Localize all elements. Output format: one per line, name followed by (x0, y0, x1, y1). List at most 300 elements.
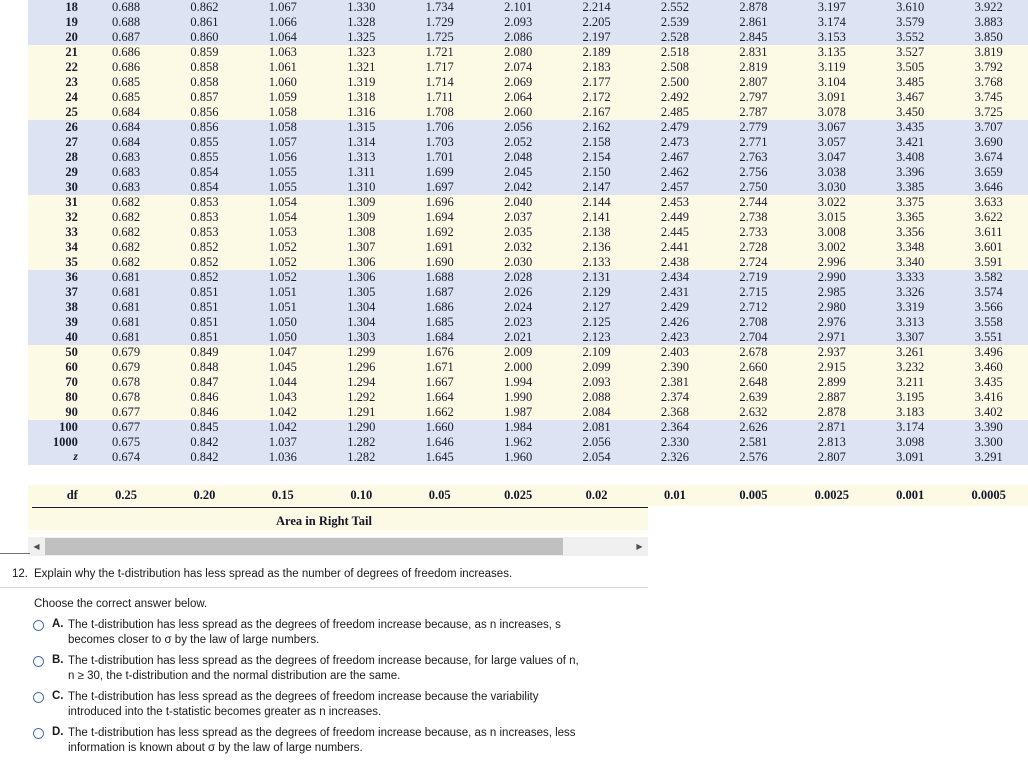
table-cell: 0.686 (87, 60, 165, 75)
table-cell: 0.681 (87, 285, 165, 300)
table-cell: 2.878 (793, 405, 871, 420)
table-row (28, 105, 1028, 120)
df-cell: 19 (28, 15, 87, 30)
scroll-right-button[interactable] (631, 537, 648, 556)
table-cell: 3.135 (793, 45, 871, 60)
table-cell: 1.701 (401, 150, 479, 165)
table-cell: 2.479 (636, 120, 714, 135)
table-cell: 1.292 (322, 390, 400, 405)
table-cell: 2.576 (714, 450, 792, 465)
table-row (28, 270, 1028, 285)
table-cell: 2.539 (636, 15, 714, 30)
alpha-header: 0.025 (479, 485, 557, 506)
table-cell: 3.450 (871, 105, 949, 120)
table-cell: 3.768 (949, 75, 1028, 90)
table-cell: 1.308 (322, 225, 400, 240)
table-cell: 1.984 (479, 420, 557, 435)
table-cell: 0.677 (87, 405, 165, 420)
table-cell: 2.390 (636, 360, 714, 375)
table-cell: 2.750 (714, 180, 792, 195)
table-cell: 0.684 (87, 105, 165, 120)
table-cell: 0.682 (87, 210, 165, 225)
df-cell: 18 (28, 0, 87, 15)
table-cell: 3.435 (871, 120, 949, 135)
table-cell: 3.022 (793, 195, 871, 210)
table-cell: 0.853 (165, 195, 243, 210)
choice-letter: D. (52, 726, 64, 738)
df-cell: 30 (28, 180, 87, 195)
table-cell: 1.313 (322, 150, 400, 165)
df-header: df (28, 485, 87, 506)
table-cell: 1.294 (322, 375, 400, 390)
table-cell: 0.847 (165, 375, 243, 390)
df-cell: 40 (28, 330, 87, 345)
table-cell: 2.084 (557, 405, 635, 420)
radio-button[interactable] (33, 656, 44, 667)
table-cell: 1.060 (244, 75, 322, 90)
table-cell: 1.052 (244, 240, 322, 255)
table-cell: 1.311 (322, 165, 400, 180)
table-row (28, 420, 1028, 435)
question-divider (0, 587, 648, 588)
table-cell: 0.842 (165, 450, 243, 465)
df-cell: 35 (28, 255, 87, 270)
table-row (28, 15, 1028, 30)
table-cell: 1.318 (322, 90, 400, 105)
table-row (28, 135, 1028, 150)
table-cell: 0.858 (165, 60, 243, 75)
table-cell: 2.109 (557, 345, 635, 360)
table-row (28, 45, 1028, 60)
table-cell: 3.416 (949, 390, 1028, 405)
table-header-row (28, 485, 1028, 506)
alpha-header: 0.0025 (793, 485, 871, 506)
choice-text: The t-distribution has less spread as the degrees of freedom increase because, as n increases, less information is known about σ by the law of large numbers. (68, 727, 576, 754)
table-cell: 1.711 (401, 90, 479, 105)
table-cell: 1.055 (244, 180, 322, 195)
table-cell: 1.296 (322, 360, 400, 375)
table-cell: 2.136 (557, 240, 635, 255)
table-cell: 0.681 (87, 330, 165, 345)
table-cell: 3.792 (949, 60, 1028, 75)
table-row (28, 195, 1028, 210)
table-cell: 2.779 (714, 120, 792, 135)
table-cell: 3.098 (871, 435, 949, 450)
table-cell: 3.348 (871, 240, 949, 255)
alpha-header: 0.001 (871, 485, 949, 506)
table-cell: 2.797 (714, 90, 792, 105)
df-cell: 70 (28, 375, 87, 390)
radio-button[interactable] (33, 620, 44, 631)
table-cell: 2.756 (714, 165, 792, 180)
table-row (28, 240, 1028, 255)
table-cell: 2.030 (479, 255, 557, 270)
table-cell: 1.306 (322, 255, 400, 270)
table-cell: 2.045 (479, 165, 557, 180)
table-cell: 2.552 (636, 0, 714, 15)
table-cell: 2.167 (557, 105, 635, 120)
table-cell: 1.692 (401, 225, 479, 240)
choose-answer-prompt: Choose the correct answer below. (34, 598, 208, 610)
table-cell: 2.441 (636, 240, 714, 255)
table-cell: 2.147 (557, 180, 635, 195)
table-row (28, 165, 1028, 180)
table-cell: 3.460 (949, 360, 1028, 375)
table-cell: 3.707 (949, 120, 1028, 135)
table-cell: 2.831 (714, 45, 792, 60)
table-cell: 2.144 (557, 195, 635, 210)
table-cell: 1.047 (244, 345, 322, 360)
table-cell: 3.745 (949, 90, 1028, 105)
table-row (28, 300, 1028, 315)
radio-button[interactable] (33, 728, 44, 739)
table-cell: 1.676 (401, 345, 479, 360)
table-cell: 2.032 (479, 240, 557, 255)
table-cell: 0.853 (165, 210, 243, 225)
table-cell: 2.158 (557, 135, 635, 150)
table-cell: 3.104 (793, 75, 871, 90)
table-row (28, 30, 1028, 45)
table-cell: 0.860 (165, 30, 243, 45)
table-cell: 2.026 (479, 285, 557, 300)
choice-letter: A. (52, 618, 64, 630)
df-cell: 1000 (28, 435, 87, 450)
alpha-header: 0.005 (714, 485, 792, 506)
table-cell: 2.492 (636, 90, 714, 105)
table-cell: 0.856 (165, 120, 243, 135)
table-cell: 2.438 (636, 255, 714, 270)
table-cell: 2.915 (793, 360, 871, 375)
table-cell: 2.744 (714, 195, 792, 210)
table-cell: 1.987 (479, 405, 557, 420)
table-cell: 2.172 (557, 90, 635, 105)
table-row (28, 360, 1028, 375)
alpha-header: 0.01 (636, 485, 714, 506)
df-cell: 38 (28, 300, 87, 315)
table-cell: 1.037 (244, 435, 322, 450)
table-cell: 2.374 (636, 390, 714, 405)
table-cell: 2.861 (714, 15, 792, 30)
table-cell: 0.855 (165, 135, 243, 150)
table-cell: 1.687 (401, 285, 479, 300)
table-cell: 0.854 (165, 165, 243, 180)
table-cell: 2.054 (557, 450, 635, 465)
table-cell: 1.304 (322, 300, 400, 315)
table-cell: 2.133 (557, 255, 635, 270)
answer-choice-c[interactable] (0, 690, 648, 719)
df-cell: 21 (28, 45, 87, 60)
table-cell: 1.290 (322, 420, 400, 435)
table-cell: 1.721 (401, 45, 479, 60)
table-cell: 0.852 (165, 240, 243, 255)
table-cell: 0.681 (87, 300, 165, 315)
table-cell: 0.852 (165, 270, 243, 285)
df-cell: 60 (28, 360, 87, 375)
table-cell: 0.683 (87, 180, 165, 195)
df-cell: 31 (28, 195, 87, 210)
table-cell: 2.021 (479, 330, 557, 345)
table-cell: 2.037 (479, 210, 557, 225)
df-cell: 28 (28, 150, 87, 165)
table-cell: 3.375 (871, 195, 949, 210)
table-cell: 3.340 (871, 255, 949, 270)
table-cell: 1.051 (244, 300, 322, 315)
table-cell: 2.197 (557, 30, 635, 45)
answer-choice-a[interactable] (0, 618, 648, 647)
table-row (28, 435, 1028, 450)
table-cell: 3.078 (793, 105, 871, 120)
table-cell: 0.679 (87, 345, 165, 360)
table-cell: 3.435 (949, 375, 1028, 390)
table-cell: 3.421 (871, 135, 949, 150)
table-cell: 2.403 (636, 345, 714, 360)
table-cell: 1.052 (244, 270, 322, 285)
table-cell: 2.426 (636, 315, 714, 330)
table-cell: 2.381 (636, 375, 714, 390)
table-cell: 0.855 (165, 150, 243, 165)
table-row (28, 405, 1028, 420)
table-cell: 3.174 (871, 420, 949, 435)
table-cell: 2.626 (714, 420, 792, 435)
table-cell: 0.851 (165, 330, 243, 345)
table-cell: 3.038 (793, 165, 871, 180)
table-cell: 0.859 (165, 45, 243, 60)
df-cell: 33 (28, 225, 87, 240)
table-cell: 0.679 (87, 360, 165, 375)
table-cell: 2.704 (714, 330, 792, 345)
table-cell: 2.787 (714, 105, 792, 120)
table-cell: 2.434 (636, 270, 714, 285)
table-row (28, 285, 1028, 300)
table-cell: 2.101 (479, 0, 557, 15)
table-cell: 2.462 (636, 165, 714, 180)
table-cell: 1.699 (401, 165, 479, 180)
table-cell: 2.205 (557, 15, 635, 30)
table-cell: 3.485 (871, 75, 949, 90)
table-cell: 2.326 (636, 450, 714, 465)
table-cell: 2.368 (636, 405, 714, 420)
table-cell: 2.330 (636, 435, 714, 450)
radio-button[interactable] (33, 692, 44, 703)
table-cell: 1.044 (244, 375, 322, 390)
table-cell: 3.015 (793, 210, 871, 225)
table-cell: 0.845 (165, 420, 243, 435)
table-header-rule (32, 507, 648, 508)
table-cell: 2.064 (479, 90, 557, 105)
table-cell: 1.660 (401, 420, 479, 435)
table-cell: 1.994 (479, 375, 557, 390)
table-cell: 3.922 (949, 0, 1028, 15)
answer-choice-d[interactable] (0, 726, 648, 755)
question-row (0, 568, 648, 580)
table-cell: 1.059 (244, 90, 322, 105)
table-cell: 3.396 (871, 165, 949, 180)
scroll-left-button[interactable] (28, 537, 45, 556)
table-cell: 2.708 (714, 315, 792, 330)
table-cell: 3.566 (949, 300, 1028, 315)
table-cell: 0.677 (87, 420, 165, 435)
table-cell: 2.819 (714, 60, 792, 75)
choice-letter: C. (52, 690, 64, 702)
table-cell: 0.858 (165, 75, 243, 90)
table-cell: 3.008 (793, 225, 871, 240)
table-cell: 1.054 (244, 210, 322, 225)
df-cell: 20 (28, 30, 87, 45)
table-cell: 3.591 (949, 255, 1028, 270)
table-cell: 3.505 (871, 60, 949, 75)
table-cell: 3.850 (949, 30, 1028, 45)
table-cell: 0.685 (87, 90, 165, 105)
table-cell: 2.024 (479, 300, 557, 315)
table-cell: 0.684 (87, 135, 165, 150)
table-cell: 3.558 (949, 315, 1028, 330)
table-cell: 2.183 (557, 60, 635, 75)
table-cell: 2.423 (636, 330, 714, 345)
table-cell: 1.990 (479, 390, 557, 405)
scrollbar-thumb[interactable] (45, 538, 563, 555)
table-row (28, 345, 1028, 360)
table-cell: 3.579 (871, 15, 949, 30)
table-cell: 0.682 (87, 240, 165, 255)
table-cell: 0.683 (87, 165, 165, 180)
table-cell: 3.365 (871, 210, 949, 225)
table-cell: 1.299 (322, 345, 400, 360)
table-cell: 1.703 (401, 135, 479, 150)
table-cell: 2.127 (557, 300, 635, 315)
table-cell: 3.030 (793, 180, 871, 195)
table-cell: 2.678 (714, 345, 792, 360)
alpha-header: 0.02 (557, 485, 635, 506)
table-cell: 2.813 (793, 435, 871, 450)
table-cell: 3.232 (871, 360, 949, 375)
table-cell: 2.099 (557, 360, 635, 375)
table-cell: 3.551 (949, 330, 1028, 345)
choice-letter: B. (52, 654, 64, 666)
table-cell: 0.846 (165, 405, 243, 420)
table-cell: 2.453 (636, 195, 714, 210)
table-cell: 0.851 (165, 300, 243, 315)
table-cell: 1.688 (401, 270, 479, 285)
table-cell: 1.714 (401, 75, 479, 90)
table-cell: 3.047 (793, 150, 871, 165)
table-cell: 0.688 (87, 15, 165, 30)
table-cell: 2.712 (714, 300, 792, 315)
table-cell: 0.678 (87, 375, 165, 390)
panel-left-underline (0, 553, 30, 554)
table-cell: 1.042 (244, 405, 322, 420)
triangle-right-icon: ▶ (636, 541, 643, 551)
table-cell: 2.648 (714, 375, 792, 390)
table-cell: 2.473 (636, 135, 714, 150)
df-cell: 29 (28, 165, 87, 180)
df-cell: 27 (28, 135, 87, 150)
table-cell: 3.819 (949, 45, 1028, 60)
table-cell: 3.313 (871, 315, 949, 330)
horizontal-scrollbar[interactable] (28, 537, 648, 556)
table-cell: 0.681 (87, 315, 165, 330)
alpha-header: 0.05 (401, 485, 479, 506)
answer-choice-b[interactable] (0, 654, 648, 683)
table-cell: 0.683 (87, 150, 165, 165)
table-cell: 3.690 (949, 135, 1028, 150)
table-cell: 2.763 (714, 150, 792, 165)
table-cell: 1.036 (244, 450, 322, 465)
table-cell: 1.697 (401, 180, 479, 195)
table-cell: 3.408 (871, 150, 949, 165)
table-row (28, 255, 1028, 270)
table-cell: 1.052 (244, 255, 322, 270)
table-cell: 2.431 (636, 285, 714, 300)
table-cell: 3.307 (871, 330, 949, 345)
t-table-header-row-table (28, 485, 1028, 506)
table-cell: 1.691 (401, 240, 479, 255)
df-cell: 90 (28, 405, 87, 420)
table-cell: 1.314 (322, 135, 400, 150)
table-cell: 1.694 (401, 210, 479, 225)
table-cell: 2.000 (479, 360, 557, 375)
table-cell: 1.063 (244, 45, 322, 60)
table-cell: 1.058 (244, 120, 322, 135)
table-cell: 1.685 (401, 315, 479, 330)
table-cell: 3.002 (793, 240, 871, 255)
table-cell: 1.282 (322, 450, 400, 465)
df-cell: 26 (28, 120, 87, 135)
table-cell: 2.429 (636, 300, 714, 315)
table-cell: 2.093 (479, 15, 557, 30)
table-cell: 1.325 (322, 30, 400, 45)
table-cell: 3.467 (871, 90, 949, 105)
alpha-header: 0.15 (244, 485, 322, 506)
choice-text: The t-distribution has less spread as the degrees of freedom increase because, for large values of n, n ≥ 30, the t-distribution and the normal distribution are the same. (68, 655, 579, 682)
table-cell: 3.261 (871, 345, 949, 360)
table-cell: 2.009 (479, 345, 557, 360)
scrollbar-track-right[interactable] (563, 537, 631, 556)
table-cell: 3.183 (871, 405, 949, 420)
table-cell: 0.848 (165, 360, 243, 375)
table-cell: 2.887 (793, 390, 871, 405)
table-cell: 1.316 (322, 105, 400, 120)
table-cell: 1.309 (322, 210, 400, 225)
question-area (0, 560, 648, 754)
table-cell: 1.686 (401, 300, 479, 315)
table-cell: 2.845 (714, 30, 792, 45)
table-cell: 2.639 (714, 390, 792, 405)
table-cell: 1.058 (244, 105, 322, 120)
table-cell: 2.449 (636, 210, 714, 225)
table-cell: 2.500 (636, 75, 714, 90)
table-cell: 3.197 (793, 0, 871, 15)
table-cell: 1.306 (322, 270, 400, 285)
table-cell: 3.356 (871, 225, 949, 240)
table-cell: 2.177 (557, 75, 635, 90)
table-cell: 1.057 (244, 135, 322, 150)
table-cell: 1.067 (244, 0, 322, 15)
table-row (28, 225, 1028, 240)
table-cell: 0.681 (87, 270, 165, 285)
table-cell: 3.153 (793, 30, 871, 45)
table-cell: 3.333 (871, 270, 949, 285)
table-cell: 3.326 (871, 285, 949, 300)
table-cell: 2.724 (714, 255, 792, 270)
table-cell: 1.282 (322, 435, 400, 450)
table-cell: 2.467 (636, 150, 714, 165)
table-cell: 0.851 (165, 315, 243, 330)
table-cell: 1.050 (244, 315, 322, 330)
table-cell: 1.309 (322, 195, 400, 210)
table-cell: 0.854 (165, 180, 243, 195)
df-cell: 100 (28, 420, 87, 435)
table-cell: 3.725 (949, 105, 1028, 120)
